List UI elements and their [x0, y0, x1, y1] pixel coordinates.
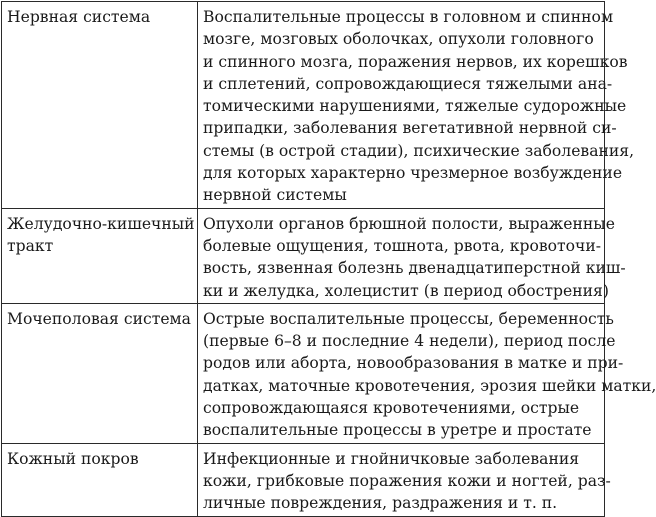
- system-label-line: Желудочно-кишечный: [7, 214, 195, 233]
- description-line: ки и желудка, холецистит (в период обострения): [203, 281, 609, 300]
- description-line: воспалительные процессы в уретре и простате: [203, 421, 592, 440]
- description-line: вость, язвенная болезнь двенадцатиперстной киш-: [203, 259, 626, 278]
- description-line: припадки, заболевания вегетативной нервной си-: [203, 119, 617, 138]
- contraindications-table: [1, 1, 656, 517]
- description-cell: [198, 208, 626, 303]
- description-cell: [198, 443, 611, 516]
- system-label-line: Нервная система: [7, 8, 151, 26]
- table-row: [2, 2, 605, 209]
- table-row: [2, 303, 605, 443]
- system-cell: [2, 208, 198, 303]
- system-cell: [2, 2, 198, 209]
- system-label-line: Кожный покров: [7, 449, 139, 468]
- description-line: и сплетений, сопровождающиеся тяжелыми ана-: [203, 74, 613, 93]
- table-row: [2, 208, 605, 303]
- description-line: стемы (в острой стадии), психические заболевания,: [203, 141, 635, 160]
- description-line: болевые ощущения, тошнота, рвота, кровоточи-: [203, 236, 601, 255]
- description-line: датках, маточные кровотечения, эрозия шейки матки,: [203, 376, 656, 395]
- description-line: Острые воспалительные процессы, беременность: [203, 309, 614, 328]
- description-line: томическими нарушениями, тяжелые судорожные: [203, 97, 627, 116]
- description-cell: [198, 2, 635, 209]
- description-line: сопровождающаяся кровотечениями, острые: [203, 399, 580, 418]
- description-line: нервной системы: [203, 186, 347, 205]
- description-cell: [198, 303, 656, 443]
- description-line: Опухоли органов брюшной полости, выраженные: [203, 214, 615, 233]
- description-line: (первые 6–8 и последние 4 недели), период после: [203, 332, 616, 351]
- system-label-line: Мочеполовая система: [7, 309, 191, 328]
- system-label-line: тракт: [7, 236, 54, 255]
- description-line: и спинного мозга, поражения нервов, их корешков: [203, 52, 628, 71]
- description-line: Воспалительные процессы в головном и спинном: [203, 8, 614, 26]
- description-line: мозге, мозговых оболочках, опухоли головного: [203, 30, 594, 49]
- description-line: кожи, грибковые поражения кожи и ногтей, раз-: [203, 471, 611, 490]
- description-line: для которых характерно чрезмерное возбуждение: [203, 164, 623, 183]
- system-cell: [2, 303, 198, 443]
- description-line: Инфекционные и гнойничковые заболевания: [203, 449, 580, 468]
- description-line: родов или аборта, новообразования в матке и при-: [203, 354, 624, 373]
- description-line: личные повреждения, раздражения и т. п.: [203, 494, 558, 513]
- table-row: [2, 443, 605, 516]
- system-cell: [2, 443, 198, 516]
